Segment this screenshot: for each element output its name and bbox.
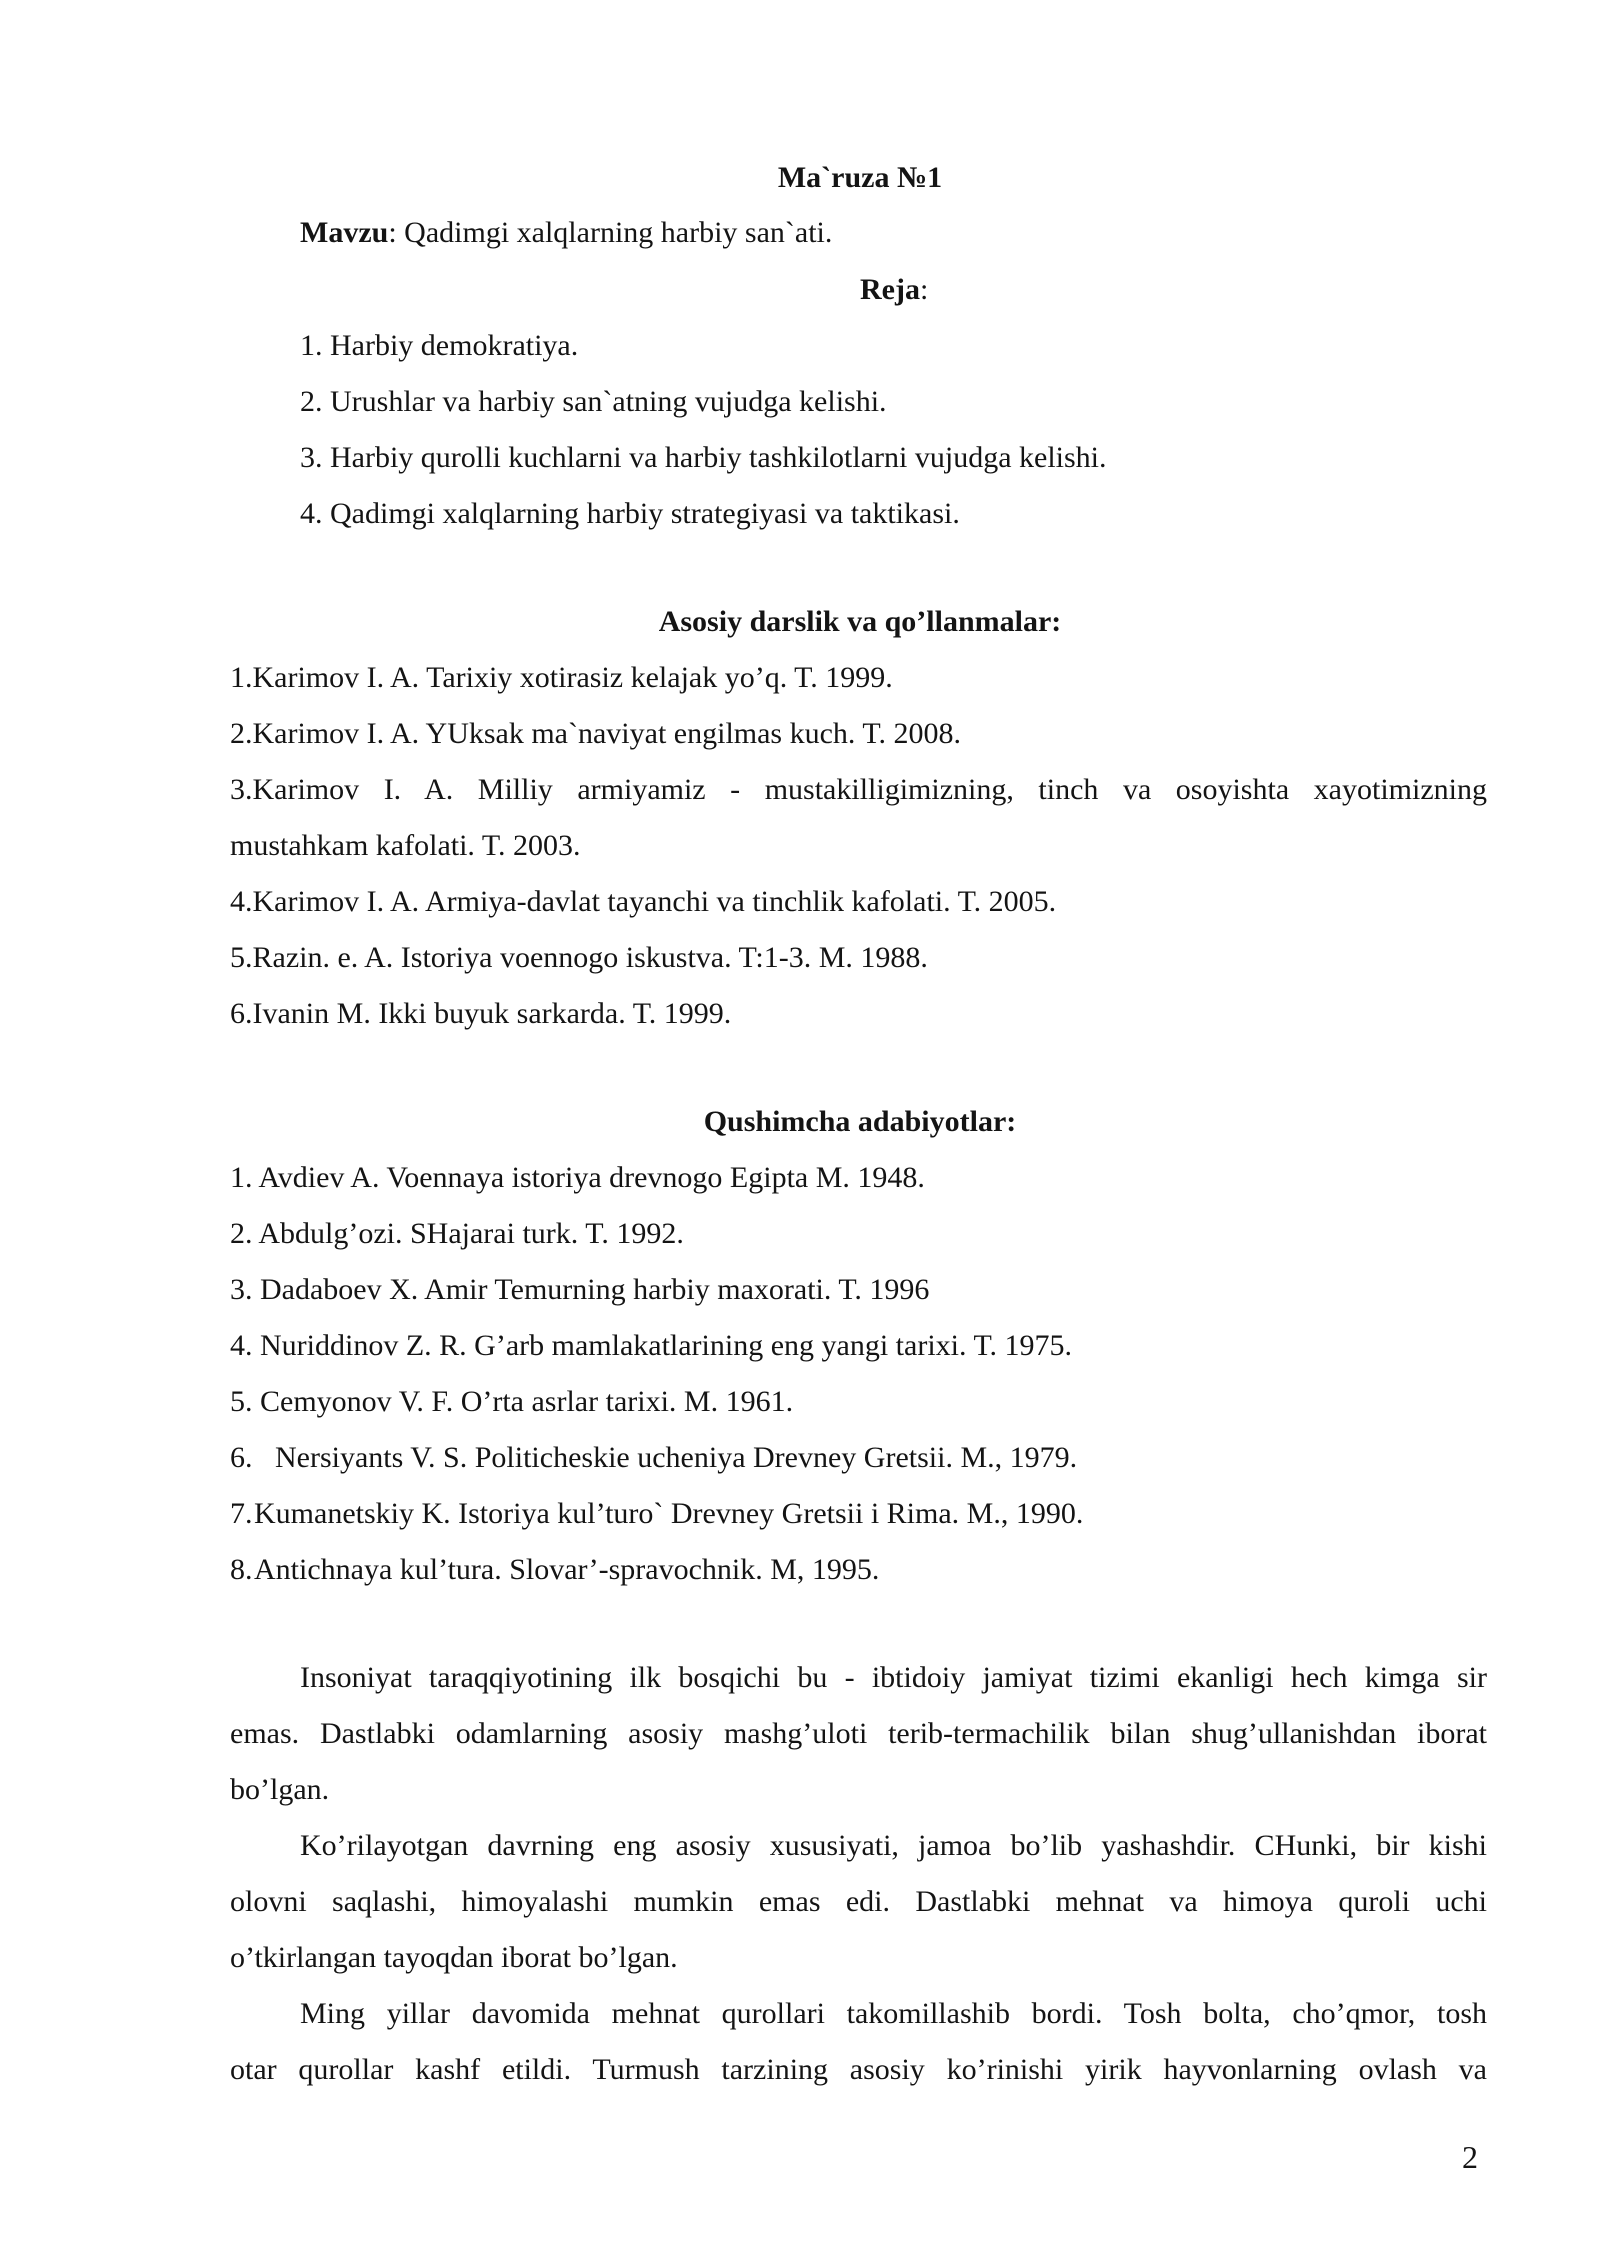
list-number: 7. xyxy=(230,1497,253,1530)
additional-literature-item: 6. Nersiyants V. S. Politicheskie ucheniya Drevney Gretsii. M., 1979. xyxy=(230,1441,1078,1474)
plan-colon: : xyxy=(919,273,929,306)
additional-literature-item xyxy=(230,1486,1083,1542)
main-literature-heading: Asosiy darslik va qo’llanmalar: xyxy=(658,605,1062,638)
additional-literature-item: 2. Abdulg’ozi. SHajarai turk. T. 1992. xyxy=(230,1217,684,1250)
paragraph-line: bo’lgan. xyxy=(230,1773,330,1806)
plan-item: 3. Harbiy qurolli kuchlarni va harbiy tashkilotlarni vujudga kelishi. xyxy=(300,441,1107,474)
additional-literature-item: 5. Cemyonov V. F. O’rta asrlar tarixi. M. 1961. xyxy=(230,1385,794,1418)
plan-item: 1. Harbiy demokratiya. xyxy=(300,329,579,362)
paragraph-line: otar qurollar kashf etildi. Turmush tarzining asosiy ko’rinishi yirik hayvonlarning ovlash va xyxy=(230,2053,1487,2086)
main-literature-item-continuation: mustahkam kafolati. T. 2003. xyxy=(230,829,581,862)
list-text: Kumanetskiy K. Istoriya kul’turo` Drevney Gretsii i Rima. M., 1990. xyxy=(254,1497,1084,1530)
additional-literature-item xyxy=(230,1542,879,1598)
main-literature-item: 2.Karimov I. A. YUksak ma`naviyat engilmas kuch. T. 2008. xyxy=(230,717,961,750)
additional-literature-item: 4. Nuriddinov Z. R. G’arb mamlakatlarining eng yangi tarixi. T. 1975. xyxy=(230,1329,1073,1362)
paragraph-line: Insoniyat taraqqiyotining ilk bosqichi bu - ibtidoiy jamiyat tizimi ekanligi hech kimga sir xyxy=(300,1661,1487,1694)
lecture-title: Ma`ruza №1 xyxy=(777,161,943,194)
paragraph-line: olovni saqlashi, himoyalashi mumkin emas edi. Dastlabki mehnat va himoya quroli uchi xyxy=(230,1885,1487,1918)
paragraph-line: Ming yillar davomida mehnat qurollari takomillashib bordi. Tosh bolta, cho’qmor, tosh xyxy=(300,1997,1487,2030)
additional-literature-heading: Qushimcha adabiyotlar: xyxy=(703,1105,1017,1138)
plan-item: 4. Qadimgi xalqlarning harbiy strategiyasi va taktikasi. xyxy=(300,497,960,530)
additional-literature-item: 1. Avdiev A. Voennaya istoriya drevnogo Egipta M. 1948. xyxy=(230,1161,925,1194)
additional-literature-item: 3. Dadaboev X. Amir Temurning harbiy maxorati. T. 1996 xyxy=(230,1273,930,1306)
list-number: 8. xyxy=(230,1553,253,1586)
plan-item: 2. Urushlar va harbiy san`atning vujudga kelishi. xyxy=(300,385,887,418)
main-literature-item: 4.Karimov I. A. Armiya-davlat tayanchi va tinchlik kafolati. T. 2005. xyxy=(230,885,1057,918)
topic-text: : Qadimgi xalqlarning harbiy san`ati. xyxy=(388,216,833,249)
list-text: Antichnaya kul’tura. Slovar’-spravochnik. M, 1995. xyxy=(254,1553,880,1586)
topic-label: Mavzu xyxy=(300,216,389,249)
paragraph-line: emas. Dastlabki odamlarning asosiy mashg’uloti terib-termachilik bilan shug’ullanishdan iborat xyxy=(230,1717,1487,1750)
main-literature-item: 6.Ivanin M. Ikki buyuk sarkarda. T. 1999. xyxy=(230,997,732,1030)
paragraph-line: o’tkirlangan tayoqdan iborat bo’lgan. xyxy=(230,1941,678,1974)
main-literature-item: 1.Karimov I. A. Tarixiy xotirasiz kelajak yo’q. T. 1999. xyxy=(230,661,893,694)
plan-label: Reja xyxy=(860,273,920,306)
page-number: 2 xyxy=(1462,2139,1478,2175)
topic-line xyxy=(300,205,832,261)
plan-heading xyxy=(860,262,928,318)
paragraph-line: Ko’rilayotgan davrning eng asosiy xususiyati, jamoa bo’lib yashashdir. CHunki, bir kishi xyxy=(300,1829,1487,1862)
main-literature-item: 5.Razin. e. A. Istoriya voennogo iskustva. T:1-3. M. 1988. xyxy=(230,941,928,974)
main-literature-item: 3.Karimov I. A. Milliy armiyamiz - mustakilligimizning, tinch va osoyishta xayotimizning xyxy=(230,773,1487,806)
